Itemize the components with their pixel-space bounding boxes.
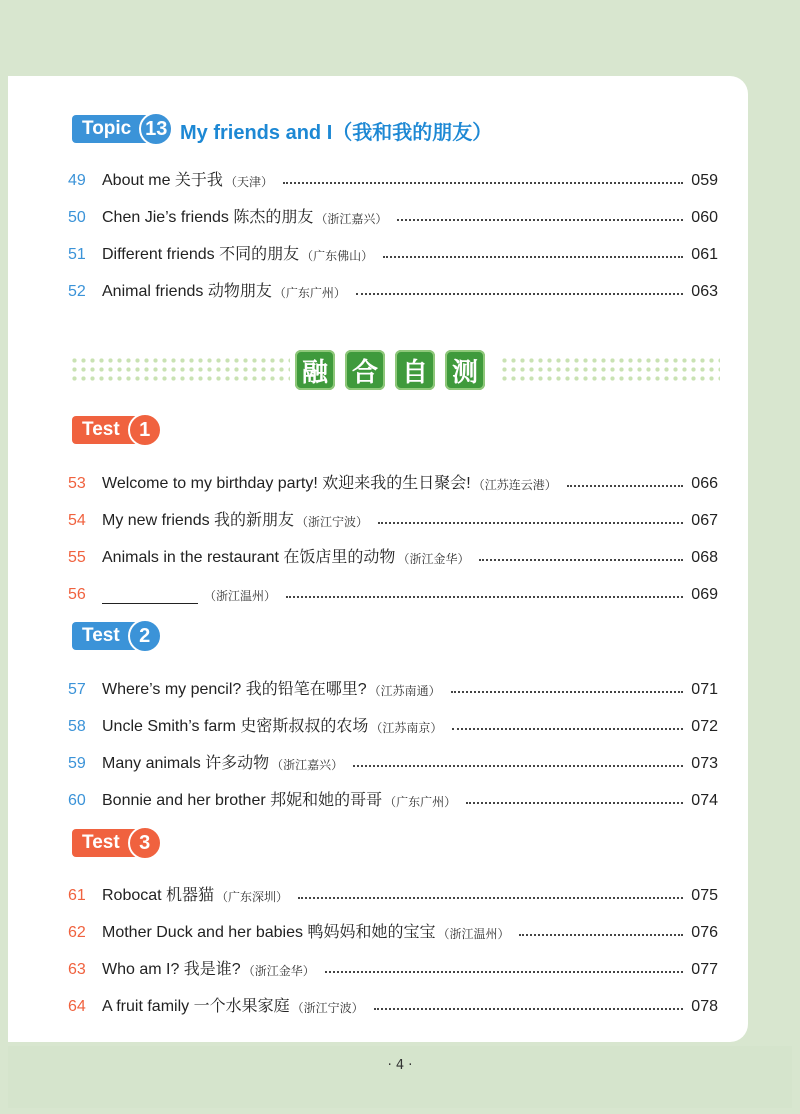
banner-char: 融 xyxy=(295,350,335,390)
item-page: 059 xyxy=(691,172,718,189)
item-number: 51 xyxy=(68,246,86,263)
topic-tag xyxy=(72,114,173,144)
dot-leader xyxy=(353,765,683,767)
item-number: 60 xyxy=(68,792,86,809)
toc-row xyxy=(68,578,718,604)
item-title: A fruit family 一个水果家庭 xyxy=(102,998,290,1015)
item-source: （江苏南通） xyxy=(368,684,441,698)
banner-title xyxy=(295,350,485,390)
item-number: 56 xyxy=(68,586,86,603)
toc-row xyxy=(68,673,718,699)
item-title: Uncle Smith’s farm 史密斯叔叔的农场 xyxy=(102,718,369,735)
toc-row xyxy=(68,953,718,979)
toc-row xyxy=(68,467,718,493)
toc-row xyxy=(68,879,718,905)
item-source: （江苏南京） xyxy=(370,721,443,735)
test-tag-label: Test xyxy=(72,829,142,857)
item-page: 075 xyxy=(691,887,718,904)
dot-leader xyxy=(479,559,683,561)
toc-row xyxy=(68,275,718,301)
item-title: Welcome to my birthday party! 欢迎来我的生日聚会! xyxy=(102,475,471,492)
item-page: 078 xyxy=(691,998,718,1015)
banner-char: 测 xyxy=(445,350,485,390)
toc-row xyxy=(68,990,718,1016)
banner-char: 自 xyxy=(395,350,435,390)
test-tag-number: 2 xyxy=(128,619,162,653)
item-title: Animals in the restaurant 在饭店里的动物 xyxy=(102,549,396,566)
item-number: 52 xyxy=(68,283,86,300)
item-title: Where’s my pencil? 我的铅笔在哪里? xyxy=(102,681,367,698)
test-tag xyxy=(72,415,162,445)
item-title: About me 关于我 xyxy=(102,172,223,189)
toc-row xyxy=(68,164,718,190)
item-page: 063 xyxy=(691,283,718,300)
item-page: 077 xyxy=(691,961,718,978)
dot-leader xyxy=(466,802,683,804)
item-source: （广东佛山） xyxy=(301,249,374,263)
item-page: 061 xyxy=(691,246,718,263)
item-source: （浙江温州） xyxy=(204,589,277,603)
item-title: Who am I? 我是谁? xyxy=(102,961,241,978)
dot-leader xyxy=(283,182,683,184)
item-title: Chen Jie’s friends 陈杰的朋友 xyxy=(102,209,314,226)
test-tag-label: Test xyxy=(72,622,142,650)
item-page: 067 xyxy=(691,512,718,529)
test-tag-label: Test xyxy=(72,416,142,444)
toc-row xyxy=(68,747,718,773)
dot-leader xyxy=(383,256,683,258)
toc-row xyxy=(68,710,718,736)
item-source: （浙江嘉兴） xyxy=(271,758,344,772)
toc-row xyxy=(68,916,718,942)
item-source: （浙江金华） xyxy=(397,552,470,566)
item-number: 57 xyxy=(68,681,86,698)
dot-leader xyxy=(567,485,684,487)
item-title: Bonnie and her brother 邦妮和她的哥哥 xyxy=(102,792,383,809)
test-tag xyxy=(72,828,162,858)
item-title: My new friends 我的新朋友 xyxy=(102,512,295,529)
item-source: （浙江温州） xyxy=(437,927,510,941)
item-page: 074 xyxy=(691,792,718,809)
item-page: 071 xyxy=(691,681,718,698)
item-source: （浙江金华） xyxy=(242,964,315,978)
item-number: 53 xyxy=(68,475,86,492)
item-source: （浙江嘉兴） xyxy=(315,212,388,226)
topic-tag-label: Topic xyxy=(72,115,153,143)
item-source: （浙江宁波） xyxy=(296,515,369,529)
item-number: 58 xyxy=(68,718,86,735)
item-number: 50 xyxy=(68,209,86,226)
item-page: 072 xyxy=(691,718,718,735)
item-page: 073 xyxy=(691,755,718,772)
page-number: · 4 · xyxy=(387,1058,413,1073)
topic-tag-number: 13 xyxy=(139,112,173,146)
test-tag-number: 1 xyxy=(128,413,162,447)
item-number: 62 xyxy=(68,924,86,941)
banner-char: 合 xyxy=(345,350,385,390)
item-source: （浙江宁波） xyxy=(291,1001,364,1015)
item-title: Animal friends 动物朋友 xyxy=(102,283,272,300)
banner-dots-left xyxy=(70,356,290,384)
dot-leader xyxy=(519,934,683,936)
item-page: 069 xyxy=(691,586,718,603)
item-source: （广东广州） xyxy=(273,286,346,300)
item-number: 61 xyxy=(68,887,86,904)
item-page: 076 xyxy=(691,924,718,941)
item-title: Mother Duck and her babies 鸭妈妈和她的宝宝 xyxy=(102,924,436,941)
toc-row xyxy=(68,504,718,530)
item-number: 55 xyxy=(68,549,86,566)
dot-leader xyxy=(356,293,683,295)
item-source: （广东广州） xyxy=(384,795,457,809)
dot-leader xyxy=(298,897,683,899)
toc-row xyxy=(68,541,718,567)
item-source: （天津） xyxy=(224,175,273,189)
item-number: 64 xyxy=(68,998,86,1015)
item-title: Robocat 机器猫 xyxy=(102,887,215,904)
item-page: 068 xyxy=(691,549,718,566)
topic-title: My friends and I（我和我的朋友） xyxy=(180,122,493,144)
dot-leader xyxy=(325,971,684,973)
test-tag-number: 3 xyxy=(128,826,162,860)
banner-dots-right xyxy=(500,356,720,384)
toc-row xyxy=(68,238,718,264)
dot-leader xyxy=(286,596,683,598)
test-tag xyxy=(72,621,162,651)
footer-strip xyxy=(8,1046,792,1108)
toc-row xyxy=(68,784,718,810)
item-title: Different friends 不同的朋友 xyxy=(102,246,300,263)
blank-title-line xyxy=(102,587,198,604)
item-source: （广东深圳） xyxy=(216,890,289,904)
item-page: 060 xyxy=(691,209,718,226)
item-number: 54 xyxy=(68,512,86,529)
dot-leader xyxy=(452,728,683,730)
dot-leader xyxy=(397,219,683,221)
dot-leader xyxy=(378,522,683,524)
dot-leader xyxy=(451,691,684,693)
item-title: Many animals 许多动物 xyxy=(102,755,270,772)
item-source: （江苏连云港） xyxy=(472,478,557,492)
toc-row xyxy=(68,201,718,227)
item-number: 59 xyxy=(68,755,86,772)
section-banner xyxy=(70,350,720,392)
item-number: 49 xyxy=(68,172,86,189)
item-number: 63 xyxy=(68,961,86,978)
item-page: 066 xyxy=(691,475,718,492)
dot-leader xyxy=(374,1008,684,1010)
